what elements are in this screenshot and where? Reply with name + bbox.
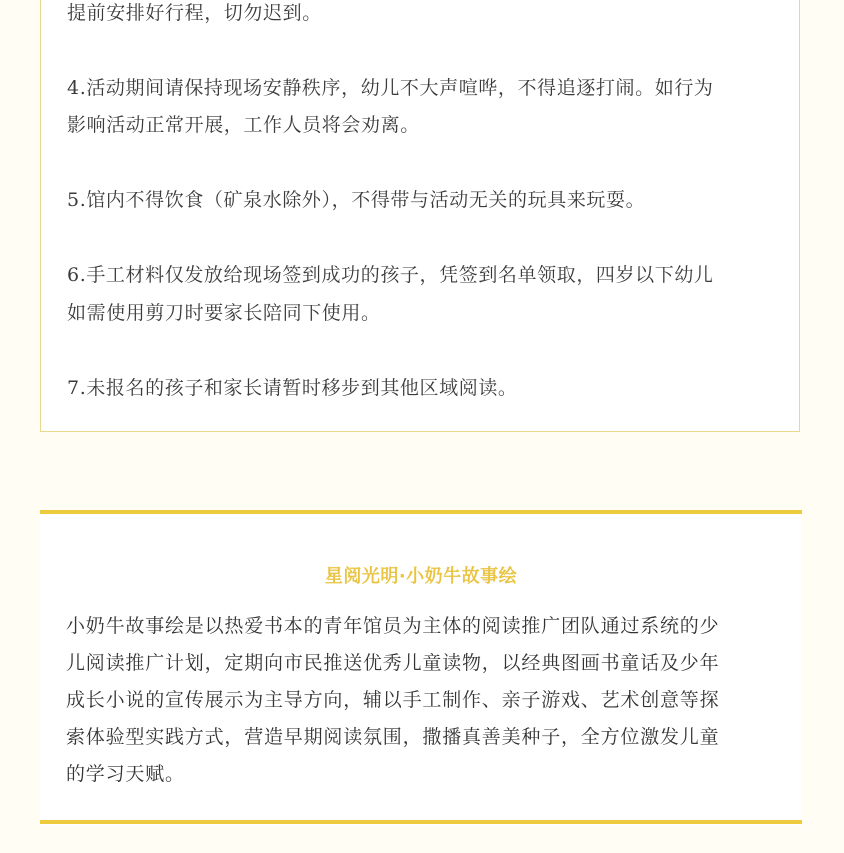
rule-line: 提前安排好行程，切勿迟到。: [67, 2, 322, 24]
intro-paragraph-line: 的学习天赋。: [66, 763, 185, 785]
intro-paragraph-line: 儿阅读推广计划，定期向市民推送优秀儿童读物，以经典图画书童话及少年: [66, 652, 720, 674]
intro-paragraph-line: 成长小说的宣传展示为主导方向，辅以手工制作、亲子游戏、艺术创意等探: [66, 689, 720, 711]
rule-4-line-2: 影响活动正常开展，工作人员将会劝离。: [67, 114, 420, 136]
bottom-divider-bar: [40, 820, 802, 824]
intro-paragraph-line: 小奶牛故事绘是以热爱书本的青年馆员为主体的阅读推广团队通过系统的少: [66, 615, 720, 637]
program-intro-section: [40, 510, 802, 826]
intro-paragraph-line: 索体验型实践方式，营造早期阅读氛围，撒播真善美种子，全方位激发儿童: [66, 726, 720, 748]
rule-6-line-2: 如需使用剪刀时要家长陪同下使用。: [67, 302, 381, 324]
rule-4-line-1: 4.活动期间请保持现场安静秩序，幼儿不大声喧哗，不得追逐打闹。如行为: [67, 77, 714, 99]
rule-5-line: 5.馆内不得饮食（矿泉水除外），不得带与活动无关的玩具来玩耍。: [67, 189, 646, 211]
top-divider-bar: [40, 510, 802, 514]
rule-7-line: 7.未报名的孩子和家长请暂时移步到其他区域阅读。: [67, 377, 518, 399]
section-title: 星阅光明·小奶牛故事绘: [324, 566, 518, 587]
notice-rules-box: [40, 0, 800, 432]
rule-6-line-1: 6.手工材料仅发放给现场签到成功的孩子，凭签到名单领取，四岁以下幼儿: [67, 264, 714, 286]
